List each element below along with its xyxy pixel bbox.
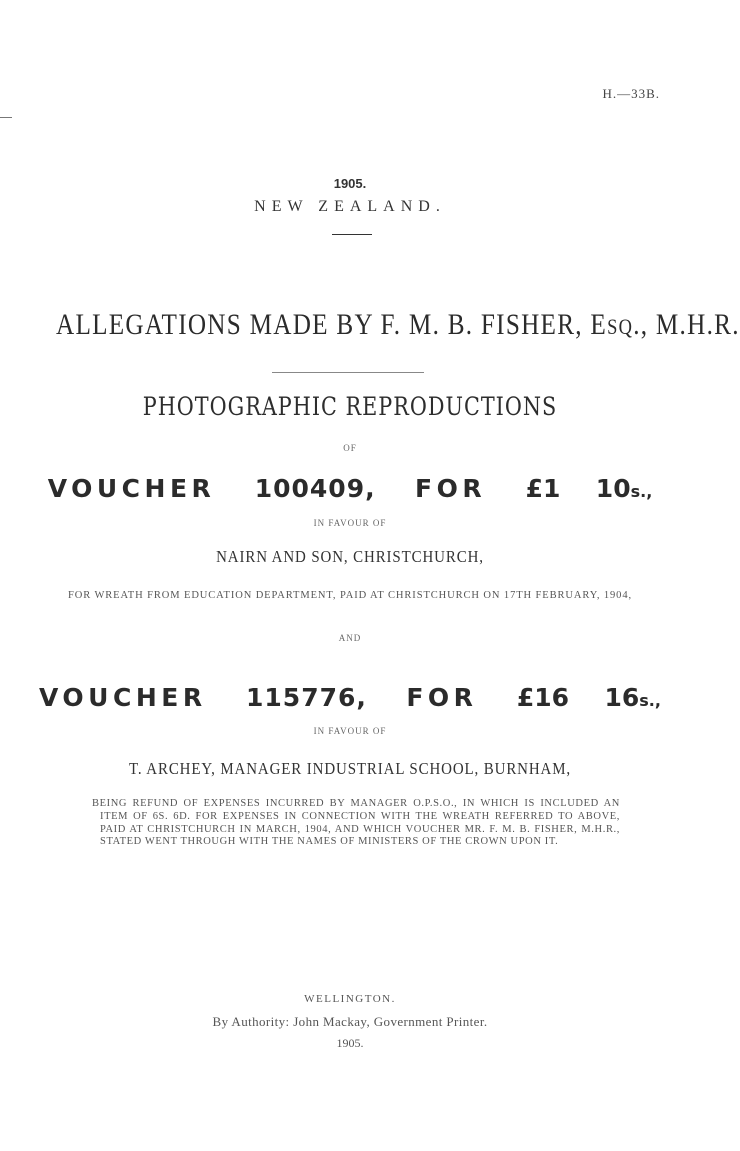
- imprint-year: 1905.: [336, 1036, 364, 1050]
- voucher-2-for: FOR: [406, 683, 478, 712]
- voucher-1-purpose: FOR WREATH FROM EDUCATION DEPARTMENT, PAID AT CHRISTCHURCH ON 17TH FEBRUARY, 1904,: [67, 590, 633, 601]
- voucher-2-shillings: 16: [604, 683, 640, 712]
- header-country: NEW ZEALAND.: [254, 198, 446, 215]
- voucher-2-payee: T. ARCHEY, MANAGER INDUSTRIAL SCHOOL, BURNHAM,: [128, 759, 572, 778]
- voucher-2-word: VOUCHER: [39, 683, 207, 712]
- allegations-title-sq: SQ: [607, 314, 634, 339]
- page-edge-mark: [0, 117, 12, 118]
- voucher-2-purpose: BEING REFUND OF EXPENSES INCURRED BY MANAGER O.P.S.O., IN WHICH IS INCLUDED AN ITEM OF 6S. 6D. FOR EXPENSES IN CONNECTION WITH THE WREATH REFERRED TO ABOVE, PAID AT CHRISTCHURCH IN MARCH, 1904, AND WHICH VOUCHER MR. F. M. B. FISHER, M.H.R., STATED WENT THROUGH WITH THE NAMES OF MINISTERS OF THE CROWN UPON IT.: [92, 798, 620, 848]
- of-label: OF: [343, 443, 357, 453]
- allegations-title-main: ALLEGATIONS MADE BY F. M. B. FISHER, E: [56, 308, 608, 341]
- imprint-city: WELLINGTON.: [304, 993, 396, 1005]
- allegations-title-end: ., M.H.R.: [633, 308, 740, 341]
- voucher-1-shillings: 10: [595, 474, 631, 503]
- voucher-2-heading: [0, 683, 700, 712]
- allegations-title: [56, 308, 740, 342]
- voucher-1-payee: NAIRN AND SON, CHRISTCHURCH,: [216, 547, 484, 566]
- voucher-1-number: 100409,: [254, 474, 376, 503]
- voucher-2-shillings-suffix: s.,: [639, 691, 661, 710]
- voucher-1-shillings-suffix: s.,: [630, 482, 653, 501]
- voucher-1-in-favour-of: IN FAVOUR OF: [313, 518, 387, 528]
- voucher-2-in-favour-of: IN FAVOUR OF: [313, 726, 387, 736]
- voucher-1-heading: [0, 474, 700, 503]
- voucher-1-for: FOR: [415, 474, 487, 503]
- voucher-2-amount: £16: [516, 683, 570, 712]
- voucher-1-word: VOUCHER: [47, 474, 216, 503]
- imprint-authority: By Authority: John Mackay, Government Printer.: [212, 1014, 488, 1029]
- photographic-reproductions-heading: PHOTOGRAPHIC REPRODUCTIONS: [142, 392, 558, 421]
- header-year: 1905.: [333, 176, 367, 191]
- document-reference: H.—33B.: [602, 86, 660, 101]
- voucher-1-amount: £1: [525, 474, 561, 503]
- voucher-2-number: 115776,: [246, 683, 367, 712]
- header-divider: [332, 234, 372, 235]
- title-divider: [272, 372, 424, 373]
- and-connector: AND: [338, 633, 362, 643]
